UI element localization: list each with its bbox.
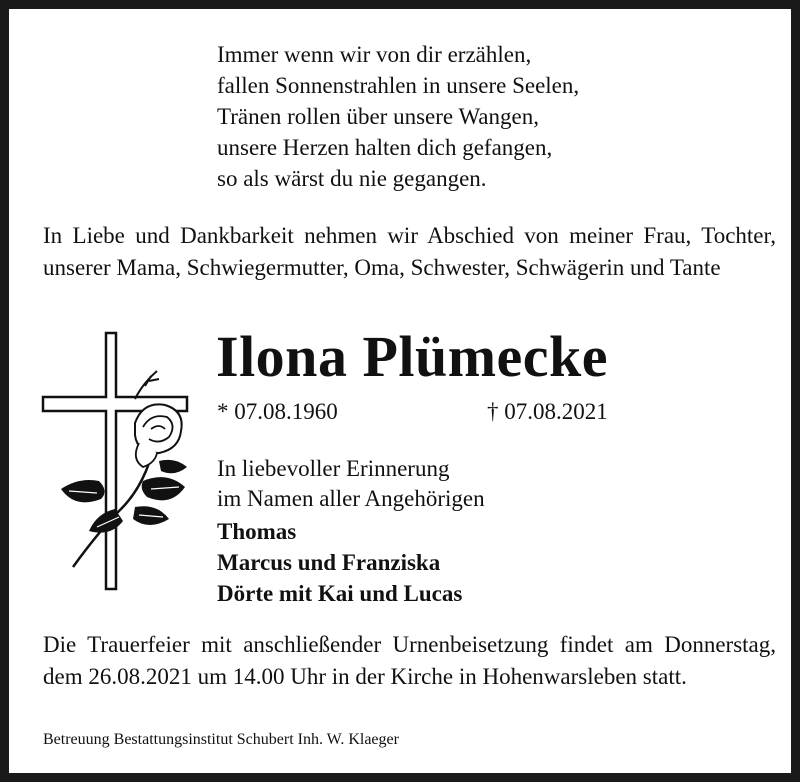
death-date: † 07.08.2021 <box>487 399 608 424</box>
funeral-home-credit: Betreuung Bestattungsinstitut Schubert Inh. W. Klaeger <box>43 731 399 748</box>
deceased-name: Ilona Plümecke <box>216 324 609 389</box>
service-details: Die Trauerfeier mit anschließender Urnenbeisetzung findet am Donnerstag, dem 26.08.2021 um 14.00 Uhr in der Kirche in Hohenwarsleben statt. <box>43 632 776 689</box>
birth-date: * 07.08.1960 <box>217 399 338 424</box>
remembrance <box>217 454 485 514</box>
poem-line: Immer wenn wir von dir erzählen, <box>217 42 532 67</box>
remembrance-line: im Namen aller Angehörigen <box>217 486 485 511</box>
intro-text: In Liebe und Dankbarkeit nehmen wir Abschied von meiner Frau, Tochter, unserer Mama, Schwiegermutter, Oma, Schwester, Schwägerin und Tante <box>43 223 776 280</box>
family-name: Dörte mit Kai und Lucas <box>217 581 463 606</box>
poem-line: unsere Herzen halten dich gefangen, <box>217 135 553 160</box>
family-name: Thomas <box>217 519 297 544</box>
family-name: Marcus und Franziska <box>217 550 441 575</box>
poem-line: fallen Sonnenstrahlen in unsere Seelen, <box>217 73 580 98</box>
family-names <box>217 516 462 609</box>
poem-line: Tränen rollen über unsere Wangen, <box>217 104 539 129</box>
poem-line: so als wärst du nie gegangen. <box>217 166 487 191</box>
cross-with-rose-icon <box>39 331 199 591</box>
remembrance-line: In liebevoller Erinnerung <box>217 456 450 481</box>
poem <box>217 39 579 194</box>
